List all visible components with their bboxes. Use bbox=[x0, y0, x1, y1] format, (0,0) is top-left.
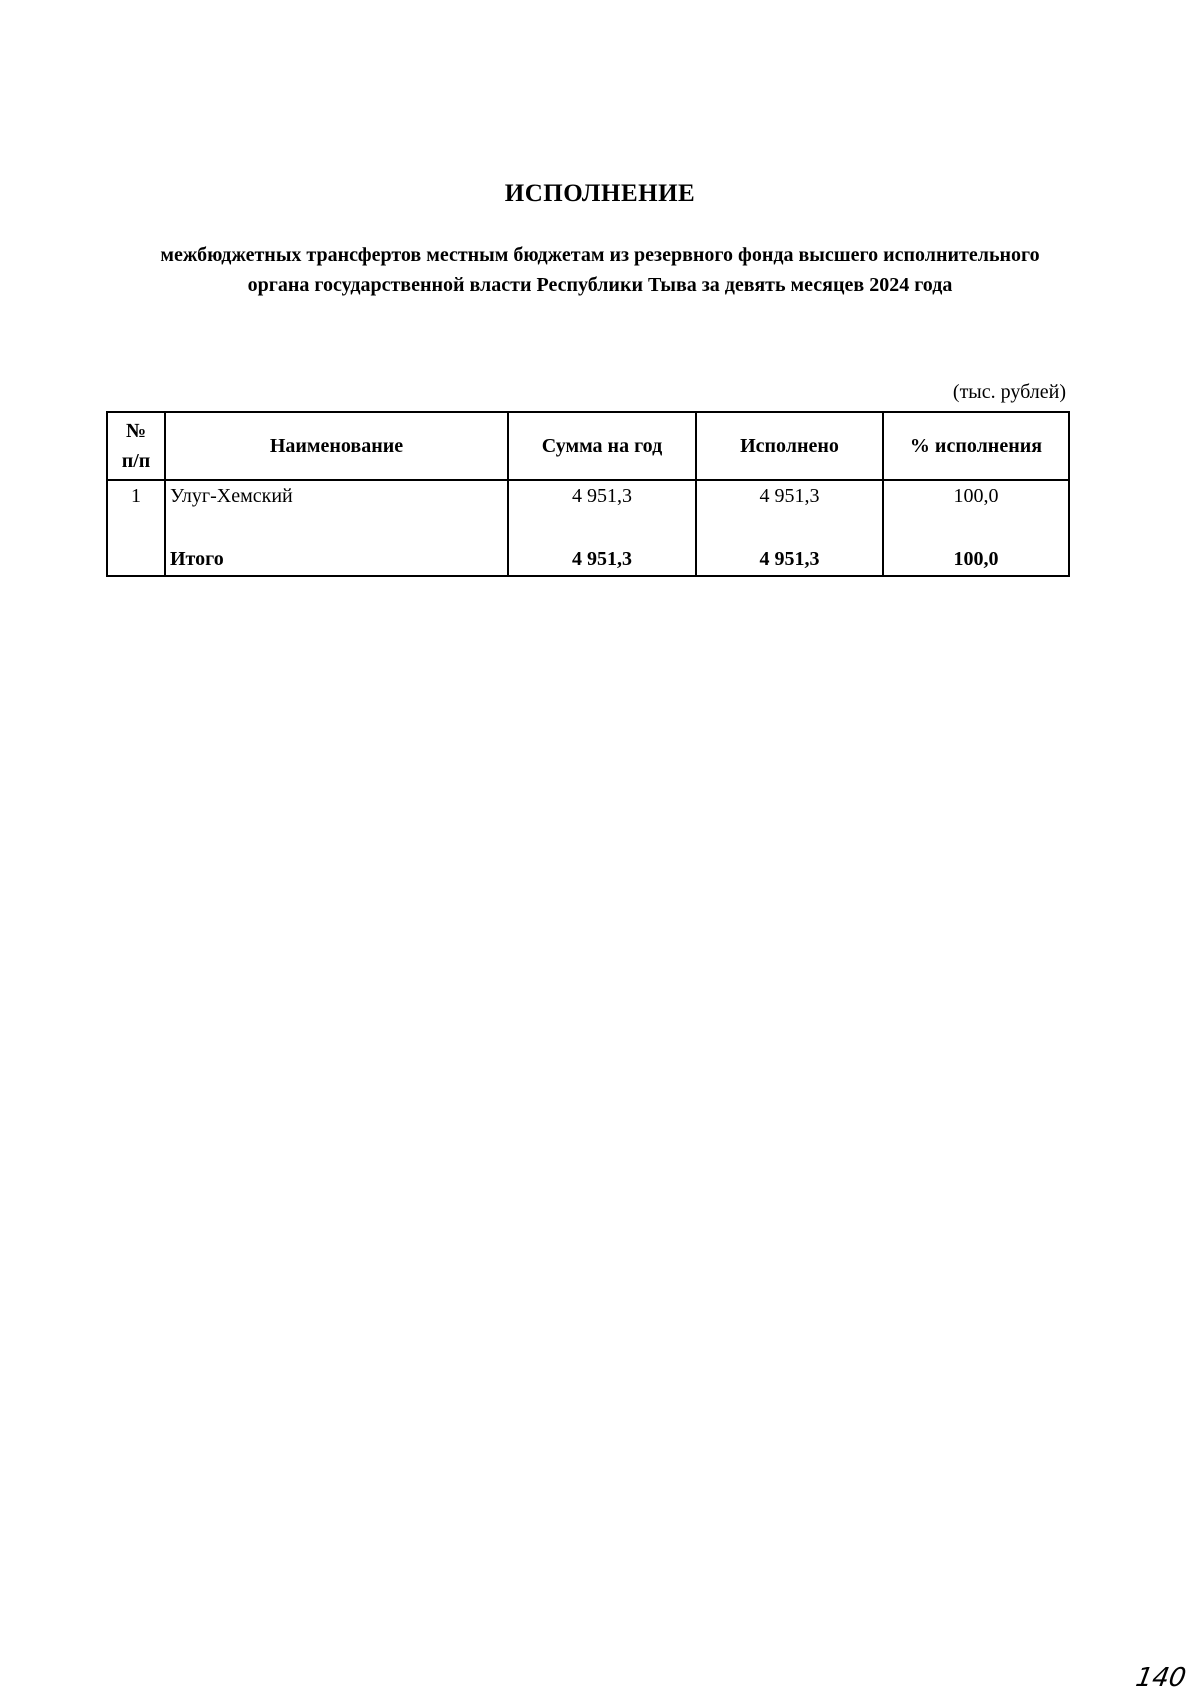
total-num bbox=[107, 535, 165, 576]
units-label: (тыс. рублей) bbox=[952, 381, 1066, 403]
document-subtitle: межбюджетных трансфертов местным бюджетам из резервного фонда высшего исполнительного органа государственной власти Республики Тыва за девять месяцев 2024 года bbox=[160, 244, 1040, 296]
table-row bbox=[107, 480, 1069, 535]
header-percent: % исполнения bbox=[883, 412, 1069, 480]
table-header-row bbox=[107, 412, 1069, 480]
header-done: Исполнено bbox=[696, 412, 883, 480]
header-num-abbr: п/п bbox=[121, 450, 151, 472]
total-sum: 4 951,3 bbox=[508, 535, 696, 576]
document-title: ИСПОЛНЕНИЕ bbox=[504, 180, 696, 207]
header-sum: Сумма на год bbox=[508, 412, 696, 480]
header-name: Наименование bbox=[165, 412, 508, 480]
row-done: 4 951,3 bbox=[696, 480, 883, 535]
row-percent: 100,0 bbox=[883, 480, 1069, 535]
page-number: 140 bbox=[1133, 1663, 1189, 1693]
total-percent: 100,0 bbox=[883, 535, 1069, 576]
total-done: 4 951,3 bbox=[696, 535, 883, 576]
row-num: 1 bbox=[107, 480, 165, 535]
execution-table bbox=[106, 411, 1070, 577]
row-sum: 4 951,3 bbox=[508, 480, 696, 535]
row-name: Улуг-Хемский bbox=[165, 480, 508, 535]
header-num bbox=[107, 412, 165, 480]
header-num-symbol: № bbox=[125, 420, 147, 442]
total-name: Итого bbox=[165, 535, 508, 576]
total-row bbox=[107, 535, 1069, 576]
